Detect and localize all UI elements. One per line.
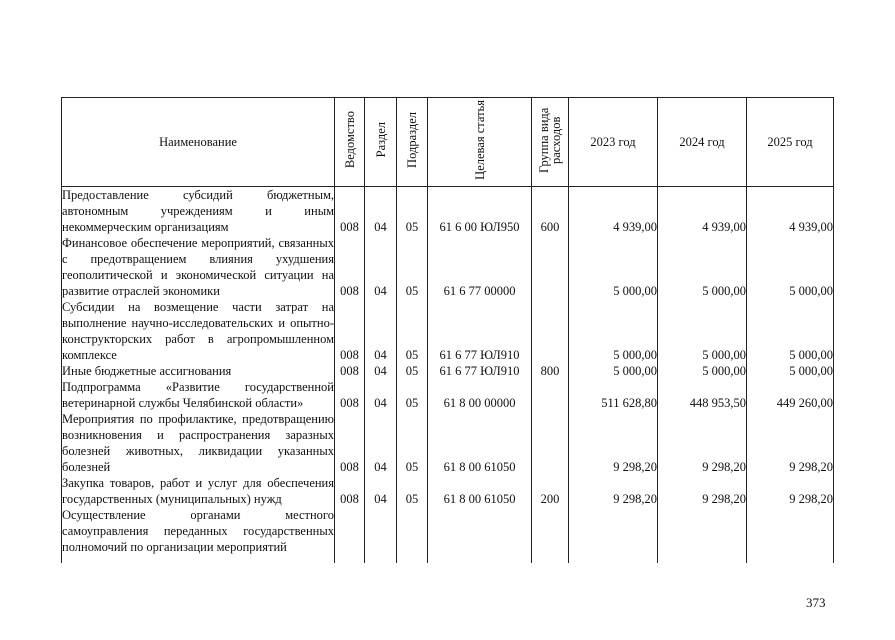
- filler-cell: [428, 555, 532, 563]
- header-2023: 2023 год: [569, 98, 658, 187]
- row-2025: 9 298,20: [747, 475, 834, 507]
- header-name: Наименование: [62, 98, 335, 187]
- row-target: 61 6 77 00000: [428, 235, 532, 299]
- row-target: 61 8 00 61050: [428, 411, 532, 475]
- row-razdel: 04: [365, 475, 397, 507]
- row-vedomstvo: 008: [335, 299, 365, 363]
- row-razdel: 04: [365, 187, 397, 236]
- row-2023: 9 298,20: [569, 411, 658, 475]
- header-group: Группа вида расходов: [532, 98, 569, 187]
- filler-cell: [658, 555, 747, 563]
- table-row: [62, 187, 834, 236]
- filler-cell: [747, 555, 834, 563]
- table-row: [62, 299, 834, 363]
- row-2025: 9 298,20: [747, 411, 834, 475]
- header-row: [62, 98, 834, 187]
- table-row: [62, 411, 834, 475]
- row-2024: 5 000,00: [658, 299, 747, 363]
- row-2025: 5 000,00: [747, 363, 834, 379]
- row-2023: 511 628,80: [569, 379, 658, 411]
- filler-cell: [569, 555, 658, 563]
- row-2024: [658, 507, 747, 555]
- row-podrazdel: 05: [397, 411, 428, 475]
- budget-table: [61, 97, 834, 563]
- row-vedomstvo: 008: [335, 187, 365, 236]
- table-row: [62, 379, 834, 411]
- row-group: [532, 411, 569, 475]
- row-name: Мероприятия по профилактике, предотвращению возникновения и распространения заразных болезней животных, ликвидации указанных болезней: [62, 412, 334, 474]
- row-2023: 4 939,00: [569, 187, 658, 236]
- row-name: Закупка товаров, работ и услуг для обеспечения государственных (муниципальных) нужд: [62, 476, 334, 506]
- row-2023: 9 298,20: [569, 475, 658, 507]
- filler-cell: [532, 555, 569, 563]
- row-razdel: 04: [365, 379, 397, 411]
- header-2024: 2024 год: [658, 98, 747, 187]
- table-filler-row: [62, 555, 834, 563]
- row-name: Субсидии на возмещение части затрат на выполнение научно-исследовательских и опытно-конструкторских работ в агропромышленном комплексе: [62, 300, 334, 362]
- row-vedomstvo: 008: [335, 475, 365, 507]
- row-podrazdel: [397, 507, 428, 555]
- row-vedomstvo: 008: [335, 379, 365, 411]
- row-razdel: [365, 507, 397, 555]
- row-2024: 9 298,20: [658, 411, 747, 475]
- row-2023: [569, 507, 658, 555]
- row-name: Иные бюджетные ассигнования: [62, 363, 335, 379]
- row-razdel: 04: [365, 235, 397, 299]
- header-vedomstvo: Ведомство: [335, 98, 365, 187]
- row-2025: 4 939,00: [747, 187, 834, 236]
- header-razdel: Раздел: [365, 98, 397, 187]
- row-2025: 5 000,00: [747, 235, 834, 299]
- table-row: [62, 363, 834, 379]
- row-group: [532, 507, 569, 555]
- row-2023: 5 000,00: [569, 235, 658, 299]
- filler-cell: [397, 555, 428, 563]
- row-2024: 4 939,00: [658, 187, 747, 236]
- row-target: 61 8 00 61050: [428, 475, 532, 507]
- table-body: [62, 187, 834, 564]
- row-target: 61 6 77 ЮЛ910: [428, 363, 532, 379]
- row-group: [532, 379, 569, 411]
- row-2024: 9 298,20: [658, 475, 747, 507]
- row-2025: [747, 507, 834, 555]
- row-razdel: 04: [365, 299, 397, 363]
- row-name: Осуществление органами местного самоуправления переданных государственных полномочий по организации мероприятий: [62, 508, 334, 554]
- row-2023: 5 000,00: [569, 363, 658, 379]
- row-name: Предоставление субсидий бюджетным, автономным учреждениям и иным некоммерческим организациям: [62, 188, 334, 234]
- row-podrazdel: 05: [397, 299, 428, 363]
- table-row: [62, 507, 834, 555]
- row-target: 61 6 77 ЮЛ910: [428, 299, 532, 363]
- row-2024: 5 000,00: [658, 363, 747, 379]
- row-razdel: 04: [365, 363, 397, 379]
- row-podrazdel: 05: [397, 379, 428, 411]
- row-group: 800: [532, 363, 569, 379]
- row-group: [532, 299, 569, 363]
- header-target: Целевая статья: [428, 98, 532, 187]
- row-name: Финансовое обеспечение мероприятий, связанных с предотвращением влияния ухудшения геополитической и экономической ситуации на развитие отраслей экономики: [62, 236, 334, 298]
- filler-cell: [365, 555, 397, 563]
- row-target: 61 8 00 00000: [428, 379, 532, 411]
- row-2024: 448 953,50: [658, 379, 747, 411]
- header-podrazdel: Подраздел: [397, 98, 428, 187]
- row-name: Подпрограмма «Развитие государственной ветеринарной службы Челябинской области»: [62, 380, 334, 410]
- row-target: [428, 507, 532, 555]
- row-vedomstvo: 008: [335, 235, 365, 299]
- row-target: 61 6 00 ЮЛ950: [428, 187, 532, 236]
- table-row: [62, 475, 834, 507]
- filler-cell: [335, 555, 365, 563]
- row-podrazdel: 05: [397, 475, 428, 507]
- row-podrazdel: 05: [397, 235, 428, 299]
- row-group: [532, 235, 569, 299]
- row-2025: 449 260,00: [747, 379, 834, 411]
- row-vedomstvo: 008: [335, 411, 365, 475]
- row-group: 200: [532, 475, 569, 507]
- row-razdel: 04: [365, 411, 397, 475]
- row-2024: 5 000,00: [658, 235, 747, 299]
- row-2023: 5 000,00: [569, 299, 658, 363]
- row-podrazdel: 05: [397, 187, 428, 236]
- row-vedomstvo: 008: [335, 363, 365, 379]
- header-2025: 2025 год: [747, 98, 834, 187]
- row-group: 600: [532, 187, 569, 236]
- table-row: [62, 235, 834, 299]
- filler-cell: [62, 555, 335, 563]
- row-2025: 5 000,00: [747, 299, 834, 363]
- page-number: 373: [806, 595, 826, 610]
- row-vedomstvo: [335, 507, 365, 555]
- row-podrazdel: 05: [397, 363, 428, 379]
